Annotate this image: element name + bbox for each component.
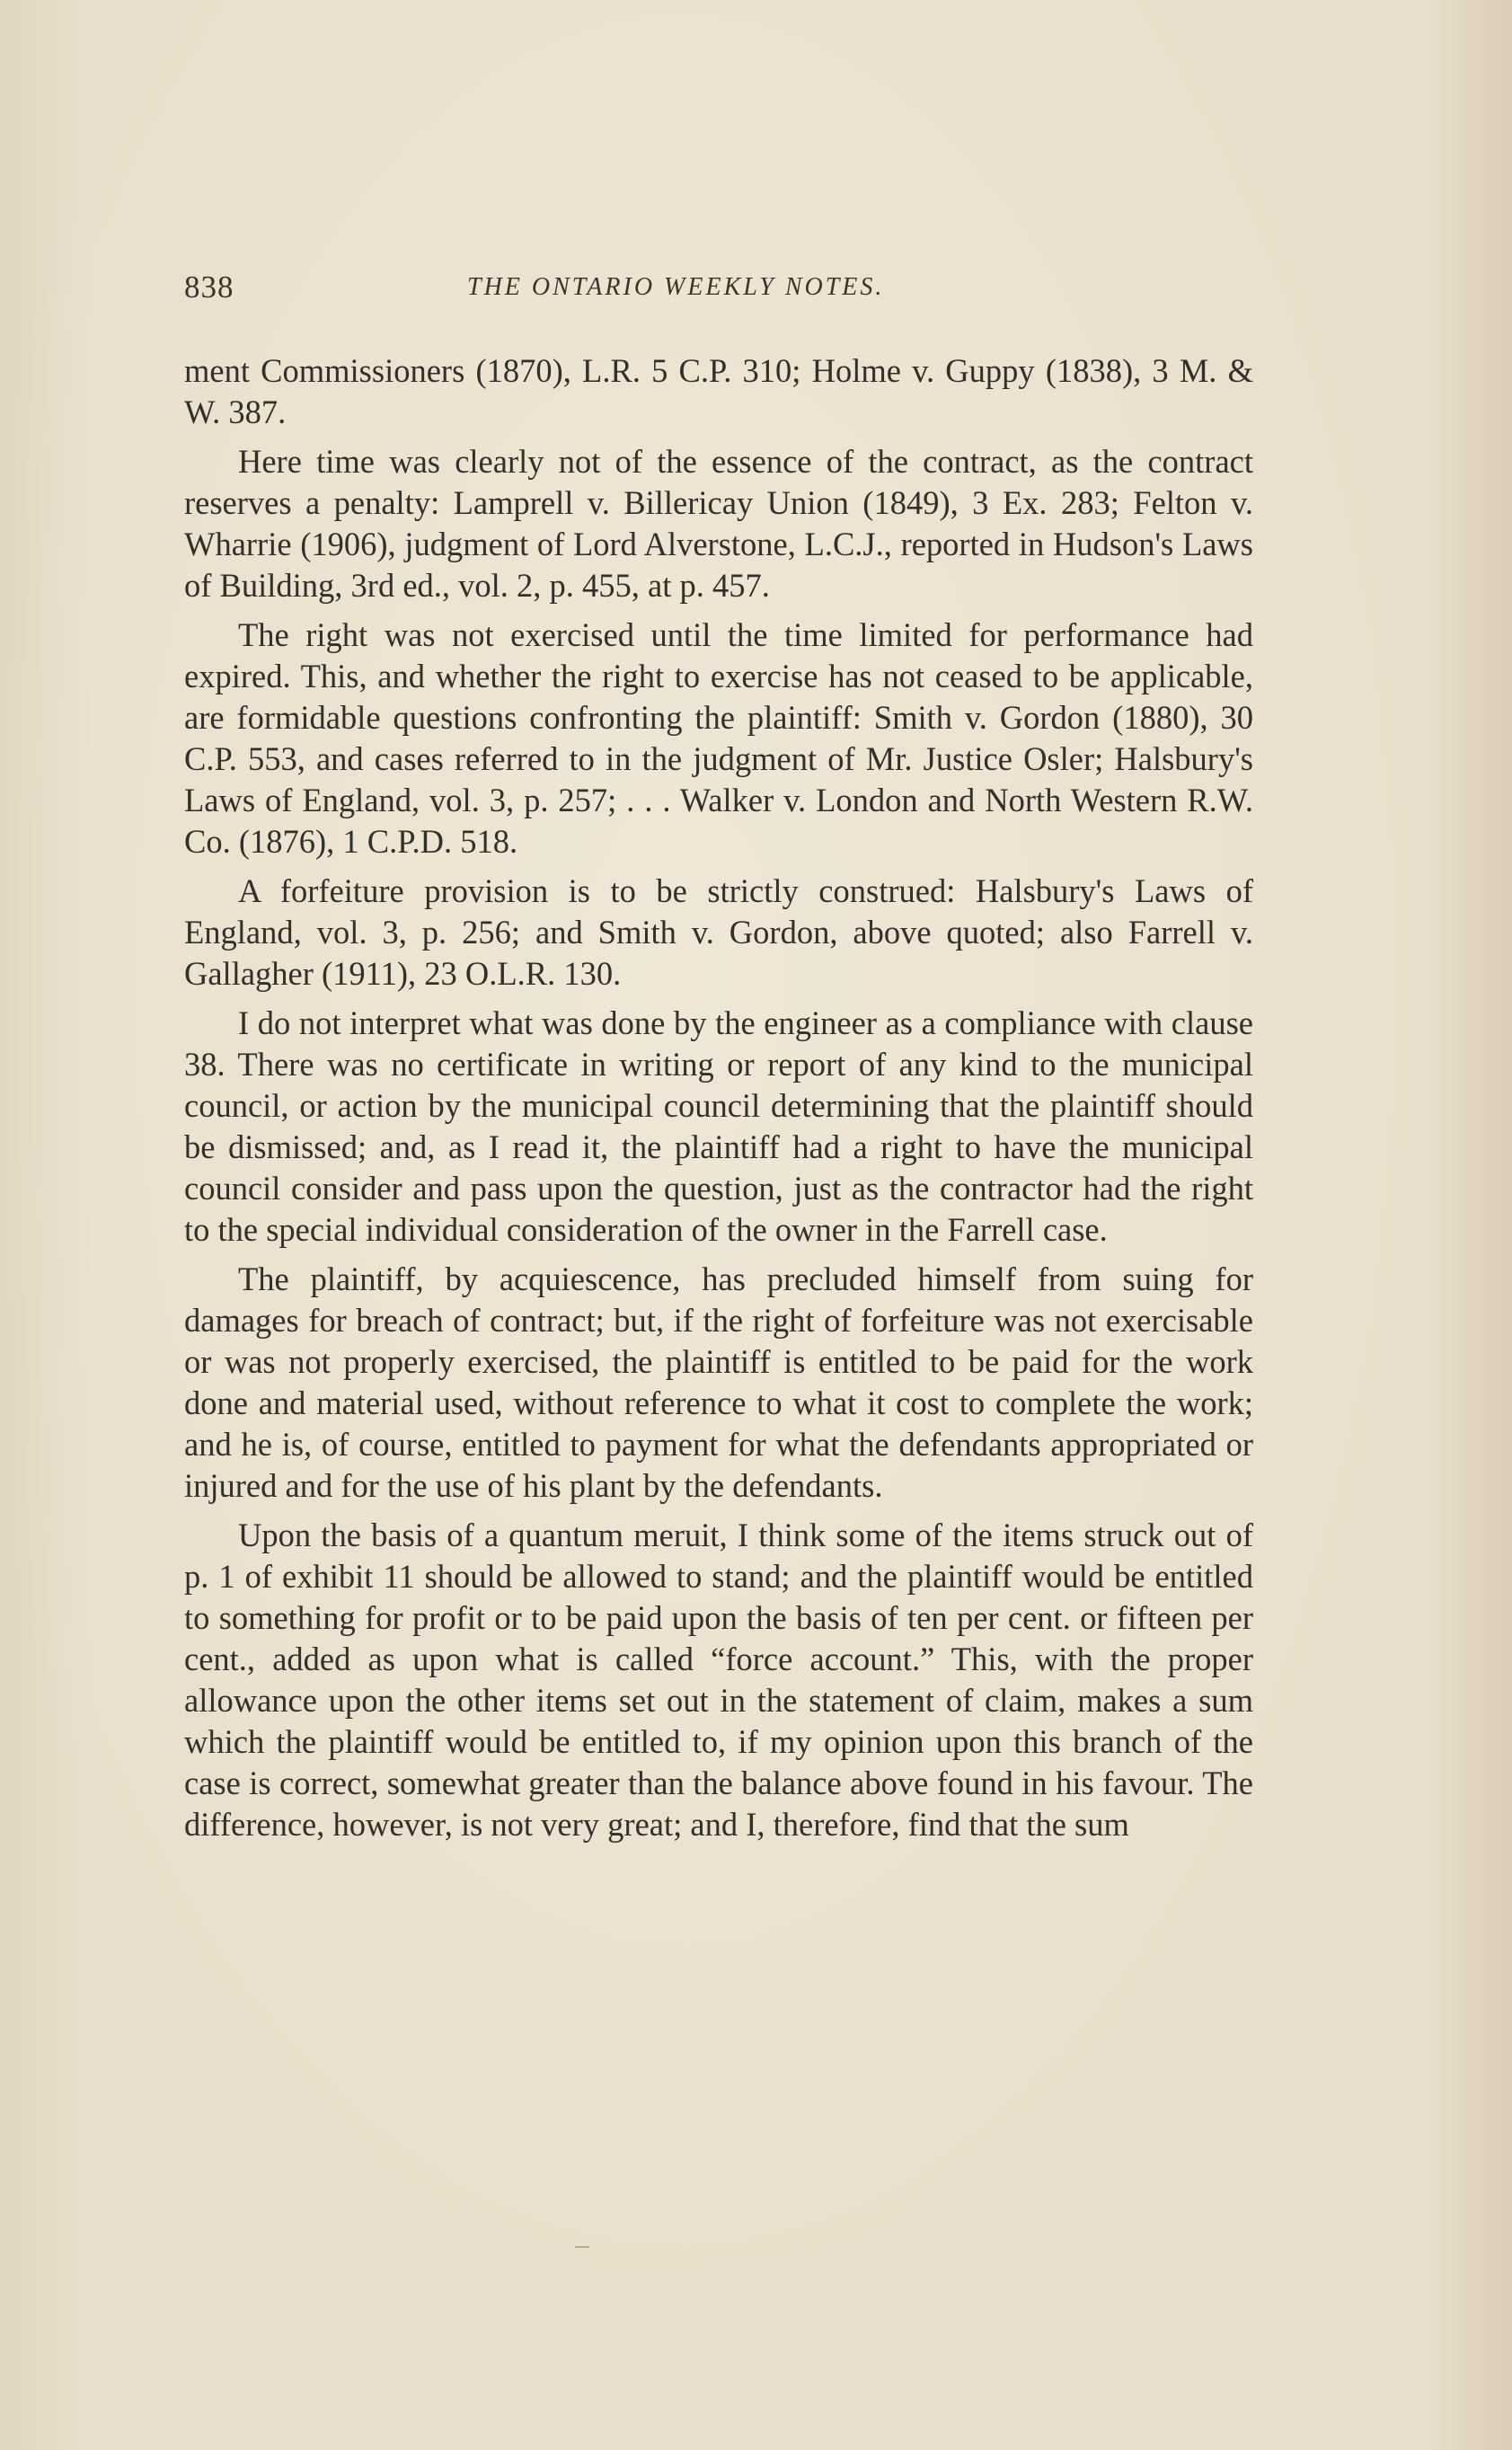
page-mark	[575, 2246, 589, 2248]
paragraph: I do not interpret what was done by the engineer as a compliance with clause 38. There was no certificate in writing or report of any kind to the municipal council, or action by the municipal council determining that the plaintiff should be dismissed; and, as I read it, the plaintiff had a right to have the municipal council consider and pass upon the question, just as the contractor had the right to the special individual consideration of the owner in the Farrell case.	[184, 1004, 1253, 1248]
paragraph: The plaintiff, by acquiescence, has precluded himself from suing for damages for breach of contract; but, if the right of forfeiture was not exercisable or was not properly exercised, the plaintiff is entitled to be paid for the work done and material used, without reference to what it cost to complete the work; and he is, of course, entitled to payment for what the defendants appropriated or injured and for the use of his plant by the defendants.	[184, 1260, 1253, 1504]
paragraph-continued: ment Commissioners (1870), L.R. 5 C.P. 310; Holme v. Guppy (1838), 3 M. & W. 387.	[184, 352, 1253, 430]
page-number: 838	[184, 270, 234, 305]
page-header	[184, 270, 1253, 309]
paragraph: A forfeiture provision is to be strictly construed: Halsbury's Laws of England, vol. 3, p. 256; and Smith v. Gordon, above quoted; also Farrell v. Gallagher (1911), 23 O.L.R. 130.	[184, 872, 1253, 992]
running-title: THE ONTARIO WEEKLY NOTES.	[467, 273, 885, 301]
paragraph: Here time was clearly not of the essence of the contract, as the contract reserves a penalty: Lamprell v. Billericay Union (1849), 3 Ex. 283; Felton v. Wharrie (1906), judgment of Lord Alverstone, L.C.J., reported in Hudson's Laws of Building, 3rd ed., vol. 2, p. 455, at p. 457.	[184, 443, 1253, 604]
body-text	[184, 350, 1253, 1853]
paragraph: The right was not exercised until the time limited for performance had expired. This, and whether the right to exercise has not ceased to be applicable, are formidable questions confronting the plaintiff: Smith v. Gordon (1880), 30 C.P. 553, and cases referred to in the judgment of Mr. Justice Osler; Halsbury's Laws of England, vol. 3, p. 257; . . . Walker v. London and North Western R.W. Co. (1876), 1 C.P.D. 518.	[184, 616, 1253, 860]
paragraph: Upon the basis of a quantum meruit, I think some of the items struck out of p. 1 of exhibit 11 should be allowed to stand; and the plaintiff would be entitled to something for profit or to be paid upon the basis of ten per cent. or fifteen per cent., added as upon what is called “force account.” This, with the proper allowance upon the other items set out in the statement of claim, makes a sum which the plaintiff would be entitled to, if my opinion upon this branch of the case is correct, somewhat greater than the balance above found in his favour. The difference, however, is not very great; and I, therefore, find that the sum	[184, 1517, 1253, 1843]
